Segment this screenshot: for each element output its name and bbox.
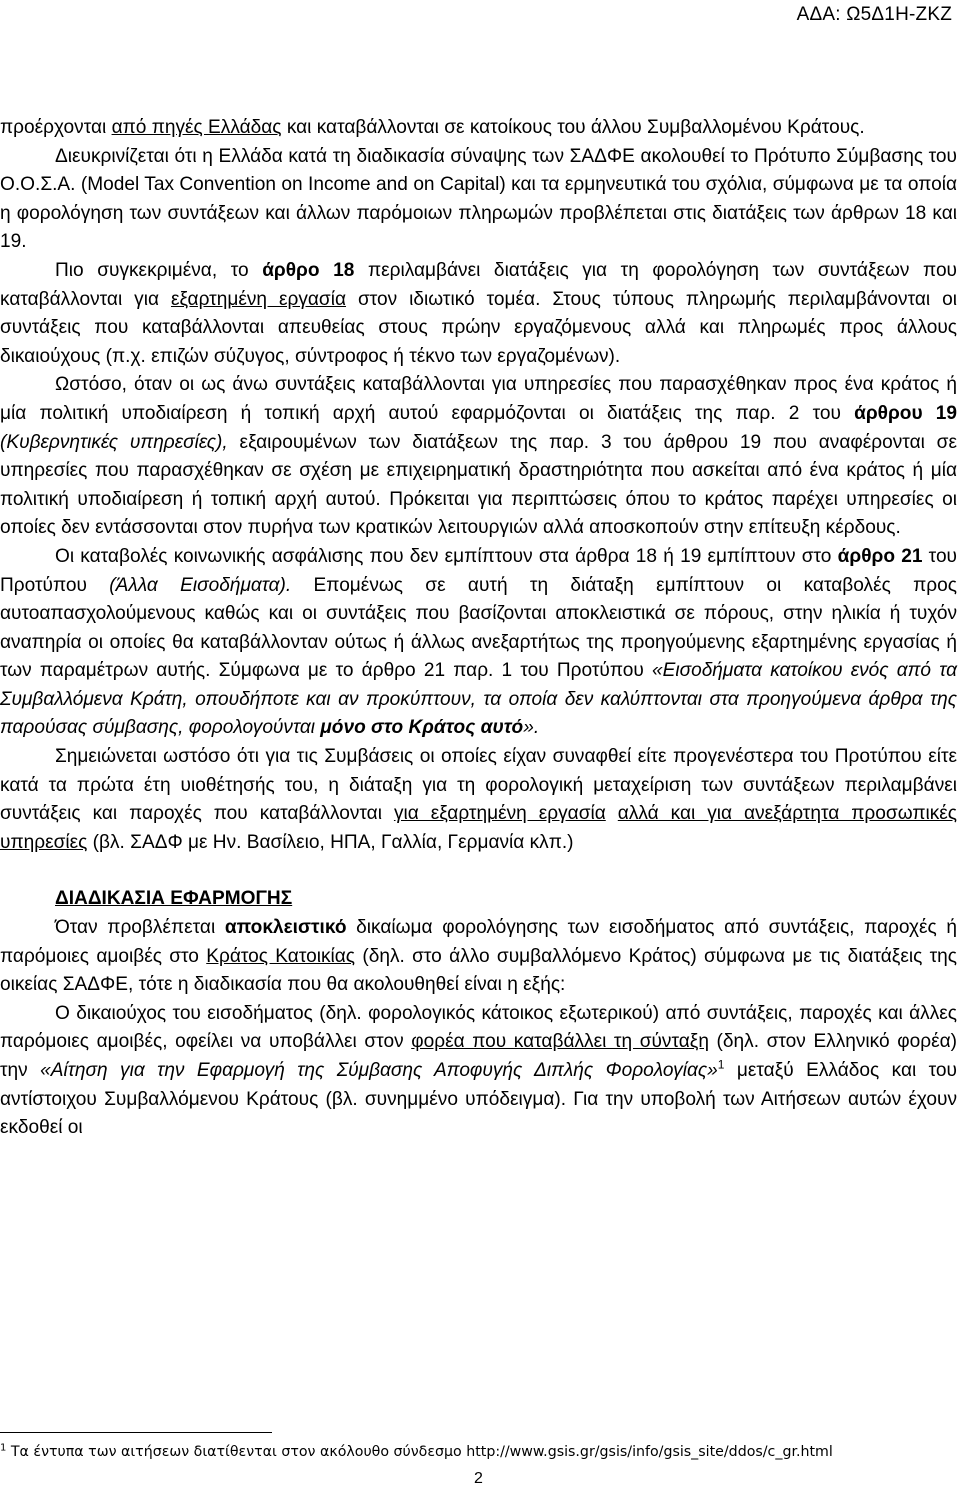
- text: δικαίωμα φορολόγησης των εισοδήματος από συντάξεις, παροχές ή παρόμοιες αμοιβές στο: [0, 917, 958, 967]
- text: (δηλ. στο άλλο συμβαλλόμενο Κράτος) σύμφωνα με τις διατάξεις της οικείας ΣΑΔΦΕ, τότε η διαδικασία που θα ακολουθηθεί είναι η εξής:: [0, 945, 957, 996]
- underlined-phrase: για εξαρτημένη εργασία: [393, 803, 606, 825]
- section-heading: ΔΙΑΔΙΚΑΣΙΑ ΕΦΑΡΜΟΓΗΣ: [55, 888, 293, 910]
- page-number: 2: [474, 1470, 483, 1487]
- paragraph-1: [0, 114, 957, 143]
- underlined-phrase: φορέα που καταβάλλει τη σύνταξη: [411, 1031, 709, 1053]
- text: μεταξύ Ελλάδος και του αντίστοιχου Συμβαλλόμενου Κράτους (βλ. συνημμένο υπόδειγμα). Για την υποβολή των Αιτήσεων αυτών έχουν εκδοθεί οι: [0, 1060, 957, 1139]
- text: Πιο συγκεκριμένα, το: [55, 259, 263, 281]
- italic-quote: «Εισοδήματα κατοίκου ενός από τα Συμβαλλόμενα Κράτη, οπουδήποτε και αν προκύπτουν, τα οποία δεν καλύπτονται στα προηγούμενα άρθρα της παρούσας σύμβασης, φορολογούνται: [0, 660, 957, 739]
- text: προέρχονται: [0, 117, 112, 138]
- text: Οι καταβολές κοινωνικής ασφάλισης που δεν εμπίπτουν στα άρθρα 18 ή 19 εμπίπτουν στο: [55, 545, 838, 567]
- document-id-header: ΑΔΑ: Ω5Δ1Η-ΖΚΖ: [796, 4, 952, 25]
- paragraph-4: [0, 371, 957, 543]
- text: Ωστόσο, όταν οι ως άνω συντάξεις καταβάλλονται για υπηρεσίες που παρασχέθηκαν προς ένα κράτος ή μία πολιτική υποδιαίρεση ή τοπική αρχή αυτού εφαρμόζονται οι διατάξεις της παρ. 2 του: [0, 374, 957, 424]
- text: Ο δικαιούχος του εισοδήματος (δηλ. φορολογικός κάτοικος εξωτερικού) από συντάξεις, παροχές και άλλες παρόμοιες αμοιβές, οφείλει να υποβάλλει στον: [0, 1002, 957, 1053]
- footnote-marker: 1: [717, 1057, 725, 1072]
- text: Όταν προβλέπεται: [55, 917, 225, 939]
- paragraph-6: [0, 743, 957, 857]
- footnote-separator: [0, 1432, 272, 1433]
- text: Σημειώνεται ωστόσο ότι για τις Συμβάσεις οι οποίες είχαν συναφθεί είτε προγενέστερα του Προτύπου είτε κατά τα πρώτα έτη υιοθέτησής του, η διάταξη για τη φορολογική μεταχείριση των συντάξεων περιλαμβάνει συντάξεις και παροχές που καταβάλλονται: [0, 746, 957, 825]
- underlined-phrase: εξαρτημένη εργασία: [170, 288, 347, 310]
- text: του Προτύπου: [0, 545, 958, 596]
- paragraph-8: [0, 1000, 957, 1143]
- text: [606, 803, 618, 824]
- footnote: [0, 1443, 957, 1461]
- bold-article-ref: άρθρο 18: [262, 259, 355, 281]
- underlined-phrase: Κράτος Κατοικίας: [206, 945, 356, 967]
- italic-quote: «Αίτηση για την Εφαρμογή της Σύμβασης Αποφυγής Διπλής Φορολογίας»: [40, 1060, 718, 1081]
- text: Επομένως σε αυτή τη διάταξη εμπίπτουν οι καταβολές προς αυτοαπασχολούμενους καθώς και οι συντάξεις που βασίζονται αποκλειστικά σε πόρους, στην ηλικία ή τυχόν αναπηρία οι οποίες θα καταβάλλονταν ούτως ή άλλως ανεξαρτήτως της προηγούμενης εξαρτημένης εργασίας ή των παραμέτρων αυτής. Σύμφωνα με το άρθρο 21 παρ. 1 του Προτύπου: [0, 574, 957, 682]
- bold-article-ref: άρθρο 21: [837, 545, 923, 567]
- paragraph-7: [0, 914, 957, 1000]
- text: Διευκρινίζεται ότι η Ελλάδα κατά τη διαδικασία σύναψης των ΣΑΔΦΕ ακολουθεί το Πρότυπο Σύμβασης του Ο.Ο.Σ.Α. (Model Tax Convention on Income and on Capital) και τα ερμηνευτικά του σχόλια, σύμφωνα με τα οποία η φορολόγηση των συντάξεων και άλλων παρόμοιων πληρωμών προβλέπεται στις διατάξεις των άρθρων 18 και 19.: [0, 145, 957, 253]
- paragraph-5: [0, 543, 957, 743]
- bold-article-ref: άρθρου 19: [854, 402, 957, 424]
- paragraph-2: [0, 143, 957, 257]
- italic-phrase: (Κυβερνητικές υπηρεσίες),: [0, 431, 228, 453]
- paragraph-3: [0, 257, 957, 371]
- text: περιλαμβάνει διατάξεις για τη φορολόγηση των συντάξεων που καταβάλλονται για: [0, 259, 958, 310]
- underlined-phrase: αλλά και για ανεξάρτητα προσωπικές υπηρεσίες: [0, 803, 958, 853]
- italic-quote-end: ».: [523, 717, 540, 739]
- bold-italic-phrase: μόνο στο Κράτος αυτό: [320, 717, 524, 739]
- text: (δηλ. στον Ελληνικό φορέα) την: [0, 1031, 957, 1081]
- underlined-phrase: από πηγές Ελλάδας: [111, 117, 282, 138]
- footnote-text: Τα έντυπα των αιτήσεων διατίθενται στον ακόλουθο σύνδεσμο http://www.gsis.gr/gsis/info/gsis_site/ddos/c_gr.html: [6, 1444, 833, 1460]
- document-body: [0, 114, 957, 1143]
- text: εξαιρουμένων των διατάξεων της παρ. 3 του άρθρου 19 που αναφέρονται σε υπηρεσίες που παρασχέθηκαν σε σχέση με επιχειρηματική δραστηριότητα που ασκείται από ένα κράτος ή μία πολιτική υποδιαίρεση ή τοπική αρχή αυτού. Πρόκειται για περιπτώσεις όπου το κράτος παρέχει υπηρεσίες οι οποίες δεν εντάσσονται στον πυρήνα των κρατικών λειτουργιών αλλά αποσκοπούν στην επίτευξη κέρδους.: [0, 431, 957, 539]
- italic-phrase: (Άλλα Εισοδήματα).: [109, 574, 292, 596]
- footnote-marker: 1: [0, 1442, 7, 1454]
- text: (βλ. ΣΑΔΦ με Ην. Βασίλειο, ΗΠΑ, Γαλλία, Γερμανία κλπ.): [87, 831, 574, 853]
- text: και καταβάλλονται σε κατοίκους του άλλου Συμβαλλομένου Κράτους.: [281, 117, 865, 138]
- bold-phrase: αποκλειστικό: [224, 917, 347, 939]
- text: στον ιδιωτικό τομέα. Στους τύπους πληρωμής περιλαμβάνονται οι συντάξεις που καταβάλλονται απευθείας στους πρώην εργαζόμενους αλλά και πληρωμές προς άλλους δικαιούχους (π.χ. επιζών σύζυγος, σύντροφος ή τέκνο των εργαζομένων).: [0, 288, 957, 367]
